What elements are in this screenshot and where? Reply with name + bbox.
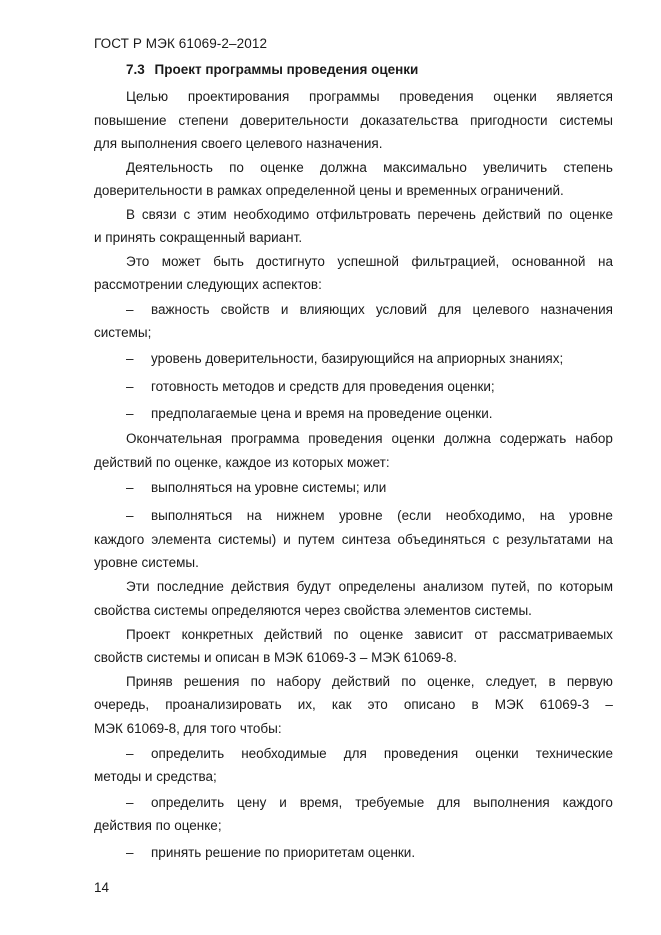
- text-line: [126, 302, 613, 318]
- word: должна: [443, 431, 491, 446]
- line-text: для выполнения своего целевого назначения.: [94, 136, 383, 151]
- word: содержать: [499, 431, 567, 446]
- justified-row: [126, 89, 613, 105]
- word: очередь,: [94, 697, 150, 712]
- word: следует,: [485, 674, 538, 689]
- line-text: свойства системы определяются через свойства элементов системы.: [94, 603, 532, 618]
- word: цену: [237, 795, 267, 810]
- word: должна: [319, 160, 367, 175]
- word: путем: [297, 532, 335, 547]
- text-line: [126, 579, 613, 595]
- bullet-dash: –: [126, 480, 134, 495]
- word: время,: [299, 795, 343, 810]
- text-line: [94, 603, 613, 619]
- word: связи: [141, 207, 177, 222]
- text-line: [126, 406, 613, 422]
- word: –: [605, 697, 613, 712]
- word: результатами: [506, 532, 591, 547]
- justified-row: [126, 431, 613, 447]
- word: этим: [197, 207, 227, 222]
- text-line: [94, 721, 613, 737]
- word: на: [539, 508, 555, 523]
- word: целевого: [472, 302, 530, 317]
- bullet-dash: –: [126, 795, 134, 810]
- word: оценке,: [427, 674, 475, 689]
- word: доверительности: [240, 113, 349, 128]
- justified-row: [151, 302, 613, 318]
- word: успешной: [337, 254, 399, 269]
- word: в: [548, 674, 556, 689]
- word: свойств: [220, 302, 270, 317]
- word: от: [474, 627, 488, 642]
- line-text: предполагаемые цена и время на проведение оценки.: [151, 406, 493, 421]
- word: для: [343, 746, 367, 761]
- line-text: выполняться на уровне системы; или: [151, 480, 387, 495]
- line-text: и принять сокращенный вариант.: [94, 230, 303, 245]
- justified-row: [94, 697, 613, 713]
- justified-row: [126, 160, 613, 176]
- text-line: [126, 160, 613, 176]
- word: достигнуто: [256, 254, 325, 269]
- word: путей,: [491, 579, 531, 594]
- line-text: рассмотрении следующих аспектов:: [94, 277, 322, 292]
- text-line: [94, 818, 613, 834]
- text-line: [94, 113, 613, 129]
- word: конкретных: [181, 627, 254, 642]
- justified-row: [126, 254, 613, 270]
- word: степени: [178, 113, 229, 128]
- text-line: [94, 277, 613, 293]
- word: уровне: [569, 508, 613, 523]
- word: необходимые: [241, 746, 327, 761]
- line-text: методы и средства;: [94, 769, 217, 784]
- justified-row: [151, 508, 613, 524]
- text-line: [126, 351, 613, 367]
- line-text: уровне системы.: [94, 555, 199, 570]
- word: проанализировать: [165, 697, 282, 712]
- word: доказательства: [360, 113, 459, 128]
- word: и: [279, 795, 287, 810]
- word: необходимо,: [445, 508, 526, 523]
- bullet-dash: –: [126, 406, 134, 421]
- word: проектирования: [187, 89, 290, 104]
- text-line: [94, 325, 613, 341]
- bullet-dash: –: [126, 845, 134, 860]
- word: по: [333, 627, 349, 642]
- line-text: МЭК 61069-8, для того чтобы:: [94, 721, 282, 736]
- word: программа: [230, 431, 300, 446]
- line-text: действия по оценке;: [94, 818, 222, 833]
- word: для: [438, 302, 462, 317]
- word: с: [183, 207, 191, 222]
- word: основанной: [511, 254, 586, 269]
- word: анализом: [423, 579, 484, 594]
- word: определены: [338, 579, 416, 594]
- text-line: [126, 627, 613, 643]
- word: будут: [296, 579, 332, 594]
- word: нижнем: [276, 508, 325, 523]
- bullet-dash: –: [126, 508, 134, 523]
- word: требуемые: [355, 795, 425, 810]
- word: фильтрацией,: [411, 254, 500, 269]
- text-line: [126, 379, 613, 395]
- word: как: [331, 697, 352, 712]
- line-text: свойств системы и описан в МЭК 61069-3 – МЭК 61069-8.: [94, 650, 458, 665]
- word: которым: [559, 579, 613, 594]
- line-text: принять решение по приоритетам оценки.: [151, 845, 416, 860]
- word: последние: [156, 579, 224, 594]
- word: определить: [151, 795, 225, 810]
- word: по: [401, 674, 417, 689]
- word: первую: [566, 674, 613, 689]
- word: действий: [482, 207, 541, 222]
- justified-row: [94, 532, 613, 548]
- word: увеличить: [483, 160, 548, 175]
- word: оценки: [493, 89, 537, 104]
- word: рассматриваемых: [498, 627, 613, 642]
- word: действий: [331, 674, 391, 689]
- word: описано: [403, 697, 456, 712]
- word: проведения: [308, 431, 383, 446]
- word: может: [161, 254, 201, 269]
- word: по: [229, 160, 244, 175]
- word: решения: [183, 674, 240, 689]
- line-text: действий по оценке, каждое из которых может:: [94, 455, 390, 470]
- justified-row: [126, 579, 613, 595]
- text-line: [94, 230, 613, 246]
- word: необходимо: [233, 207, 310, 222]
- word: системы): [218, 532, 277, 547]
- word: условий: [375, 302, 428, 317]
- word: по: [547, 207, 563, 222]
- justified-row: [151, 795, 613, 811]
- page-number: 14: [94, 880, 110, 895]
- word: системы: [559, 113, 613, 128]
- justified-row: [126, 627, 613, 643]
- word: зависит: [414, 627, 464, 642]
- justified-row: [126, 674, 613, 690]
- word: Эти: [126, 579, 150, 594]
- text-line: [126, 795, 613, 811]
- word: и: [283, 532, 291, 547]
- text-line: [126, 746, 613, 762]
- text-line: [94, 555, 613, 571]
- word: это: [367, 697, 388, 712]
- word: Приняв: [126, 674, 173, 689]
- word: выполняться: [151, 508, 233, 523]
- word: Целью: [126, 89, 169, 104]
- text-line: [126, 254, 613, 270]
- word: пригодности: [470, 113, 548, 128]
- document-header: ГОСТ Р МЭК 61069-2–2012: [94, 36, 268, 51]
- word: синтеза: [341, 532, 391, 547]
- word: программы: [309, 89, 380, 104]
- word: Деятельность: [126, 160, 213, 175]
- word: на: [246, 508, 262, 523]
- word: их,: [297, 697, 316, 712]
- text-line: [94, 532, 613, 548]
- word: действия: [231, 579, 290, 594]
- justified-row: [126, 207, 613, 223]
- word: выполнения: [473, 795, 550, 810]
- word: (если: [397, 508, 432, 523]
- word: степень: [563, 160, 613, 175]
- text-line: [126, 508, 613, 524]
- word: назначения: [540, 302, 613, 317]
- word: максимально: [383, 160, 467, 175]
- word: оценке: [359, 627, 404, 642]
- word: для: [437, 795, 461, 810]
- line-text: доверительности в рамках определенной цены и временных ограничений.: [94, 183, 564, 198]
- word: оценки: [475, 746, 519, 761]
- word: Это: [126, 254, 150, 269]
- justified-row: [151, 746, 613, 762]
- bullet-dash: –: [126, 302, 134, 317]
- word: повышение: [94, 113, 167, 128]
- word: каждого: [562, 795, 613, 810]
- word: МЭК: [494, 697, 524, 712]
- word: набор: [575, 431, 613, 446]
- word: проведения: [383, 746, 459, 761]
- word: определить: [151, 746, 225, 761]
- word: на: [597, 254, 613, 269]
- text-line: [94, 136, 613, 152]
- section-number: 7.3: [126, 62, 145, 77]
- word: с: [492, 532, 500, 547]
- text-line: [126, 207, 613, 223]
- word: и: [280, 302, 289, 317]
- text-line: [94, 697, 613, 713]
- word: оценке: [569, 207, 613, 222]
- word: оценки: [391, 431, 435, 446]
- text-line: [126, 845, 613, 861]
- word: в: [471, 697, 479, 712]
- section-title-text: Проект программы проведения оценки: [154, 62, 419, 77]
- word: 61069-3: [539, 697, 590, 712]
- word: Окончательная: [126, 431, 223, 446]
- word: технические: [535, 746, 613, 761]
- word: Проект: [126, 627, 171, 642]
- word: быть: [213, 254, 244, 269]
- word: оценке: [260, 160, 304, 175]
- word: В: [126, 207, 136, 222]
- word: отфильтровать: [316, 207, 411, 222]
- word: объединяться: [397, 532, 486, 547]
- word: на: [597, 532, 613, 547]
- word: набору: [276, 674, 321, 689]
- line-text: готовность методов и средств для проведения оценки;: [151, 379, 495, 394]
- text-line: [126, 431, 613, 447]
- text-line: [94, 650, 613, 666]
- word: по: [250, 674, 266, 689]
- text-line: [94, 455, 613, 471]
- justified-row: [94, 113, 613, 129]
- text-line: [126, 480, 613, 496]
- word: влияющих: [299, 302, 365, 317]
- word: каждого: [94, 532, 145, 547]
- word: проведения: [399, 89, 474, 104]
- line-text: системы;: [94, 325, 152, 340]
- word: важность: [151, 302, 210, 317]
- text-line: [94, 183, 613, 199]
- word: действий: [264, 627, 323, 642]
- bullet-dash: –: [126, 379, 134, 394]
- word: по: [537, 579, 553, 594]
- word: уровне: [338, 508, 383, 523]
- bullet-dash: –: [126, 746, 134, 761]
- text-line: [126, 674, 613, 690]
- section-heading: [126, 62, 418, 77]
- text-line: [94, 769, 613, 785]
- word: элемента: [151, 532, 212, 547]
- bullet-dash: –: [126, 351, 134, 366]
- text-line: [126, 89, 613, 105]
- word: перечень: [417, 207, 476, 222]
- word: является: [556, 89, 613, 104]
- line-text: уровень доверительности, базирующийся на априорных знаниях;: [151, 351, 564, 366]
